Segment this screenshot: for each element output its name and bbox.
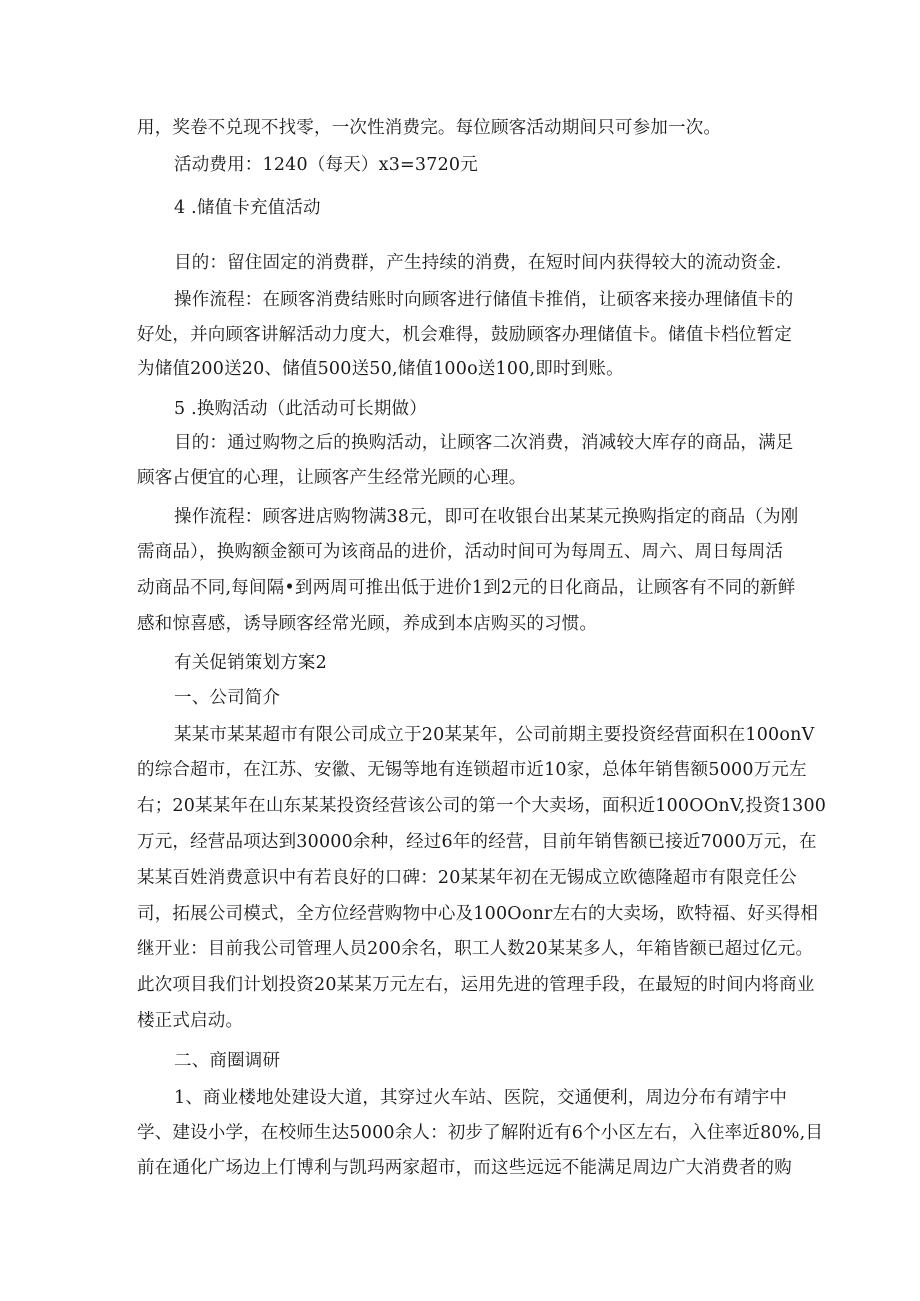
text-line: 操作流程：在顾客消费结账时向顾客进行储值卡推俏，让硕客来接办理储值卡的 <box>174 290 794 310</box>
section-heading: 5 .换购活动（此活动可长期做） <box>174 399 427 419</box>
text-line: 的综合超市，在江苏、安徽、无锡等地有连锁超市近10家，总体年销售额5000万元左 <box>137 760 807 780</box>
text-line: 动商品不同,每间隔•到两周可推出低于进价1到2元的日化商品，让顾客有不同的新鲜 <box>137 578 796 598</box>
text-line: 学、建设小学，在校师生达5000余人：初步了解附近有6个小区左右，入住率近80%,目 <box>137 1123 824 1143</box>
section-title: 有关促销策划方案2 <box>174 653 327 673</box>
text-line: 感和惊喜感，诱导顾客经常光顾，养成到本店购买的习惯。 <box>137 614 598 634</box>
text-line: 好处，并向顾客讲解活动力度大，机会难得，鼓励顾客办理储值卡。储值卡档位暂定 <box>137 325 792 345</box>
text-line: 右；20某某年在山东某某投资经营该公司的第一个大卖场，面积近100OOnV,投资1300 <box>137 796 827 816</box>
text-line: 前在通化广场边上仃博利与凯玛两家超市，而这些远远不能满足周边广大消费者的购 <box>137 1158 792 1178</box>
text-line: 某某百姓消费意识中有若良好的口碑：20某某年初在无锡成立欧德隆超市有限竞任公 <box>137 868 797 888</box>
section-heading: 4 .储值卡充值活动 <box>174 198 321 218</box>
text-line: 操作流程：顾客进店购物满38元，即可在收银台出某某元换购指定的商品（为刚 <box>174 507 799 527</box>
text-line: 此次项目我们计划投资20某某万元左右，运用先进的管理手段，在最短的时间内将商业 <box>137 975 815 995</box>
text-line: 活动费用：1240（每天）x3=3720元 <box>174 155 478 175</box>
text-line: 某某市某某超市有限公司成立于20某某年，公司前期主要投资经营面积在100onV <box>174 725 815 745</box>
text-line: 目的：留住固定的消费群，产生持续的消费，在短时间内获得较大的流动资金. <box>174 253 782 273</box>
text-line: 楼正式启动。 <box>137 1011 244 1031</box>
text-line: 目的：通过购物之后的换购活动，让顾客二次消费，消减较大库存的商品，满足 <box>174 433 794 453</box>
text-line: 继开业：目前我公司管理人员200余名，职工人数20某某多人，年箱皆额已超过亿元。 <box>137 939 814 959</box>
text-line: 顾客占便宜的心理，让顾客产生经常光顾的心理。 <box>137 468 527 488</box>
text-line: 万元，经营品项达到30000余种，经过6年的经营，目前年销售额已接近7000万元，在 <box>137 832 817 852</box>
text-line: 1、商业楼地处建设大道，其穿过火车站、医院，交通便利，周边分布有靖宇中 <box>174 1088 788 1108</box>
section-heading: 二、商圈调研 <box>174 1051 281 1071</box>
text-line: 为储值200送20、储值500送50,储值100o送100,即时到账。 <box>137 359 624 379</box>
text-line: 需商品），换购额金额可为该商品的进价，活动时间可为每周五、周六、周日每周活 <box>137 542 784 562</box>
section-heading: 一、公司简介 <box>174 688 281 708</box>
text-line: 用，奖卷不兑现不找零，一次性消费完。每位顾客活动期间只可参加一次。 <box>137 118 722 138</box>
text-line: 司，拓展公司模式，全方位经营购物中心及100Oonr左右的大卖场，欧特福、好买得相 <box>137 904 819 924</box>
